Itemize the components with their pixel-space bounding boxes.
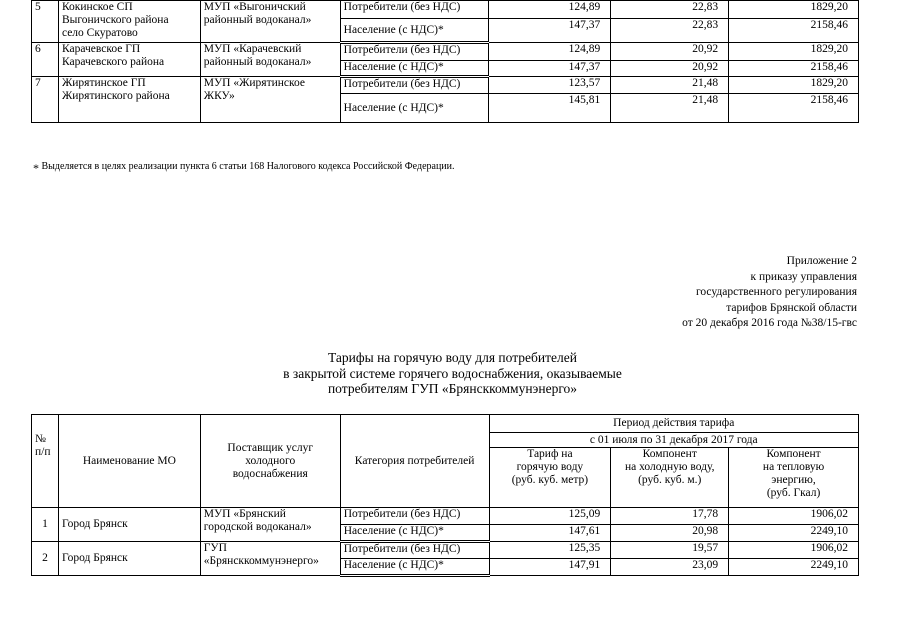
supplier-name: МУП «Выгоничский районный водоканал» <box>200 1 340 43</box>
document-title <box>0 350 905 397</box>
consumer-category: Потребители (без НДС) <box>340 542 489 559</box>
heat-energy-component: 1829,20 <box>729 1 859 19</box>
hot-water-tariff: 147,37 <box>489 61 611 77</box>
supplier-name: ГУП «Брянсккоммунэнерго» <box>200 542 340 576</box>
header-period: Период действия тарифа <box>489 415 859 433</box>
appendix-line: тарифов Брянской области <box>726 301 857 314</box>
title-line: Тарифы на горячую воду для потребителей <box>328 350 577 365</box>
consumer-category: Население (с НДС)* <box>340 61 489 77</box>
heat-energy-component: 1829,20 <box>729 43 859 61</box>
table-row <box>32 43 859 61</box>
consumer-category: Потребители (без НДС) <box>340 1 489 19</box>
heat-energy-component: 2249,10 <box>729 559 859 576</box>
heat-energy-component: 2158,46 <box>729 19 859 43</box>
heat-energy-component: 1829,20 <box>729 77 859 94</box>
hot-water-tariff: 124,89 <box>489 1 611 19</box>
header-supplier: Поставщик услуг холодного водоснабжения <box>200 415 340 508</box>
row-number: 5 <box>32 1 59 43</box>
municipality-name: Город Брянск <box>58 508 200 542</box>
consumer-category: Население (с НДС)* <box>340 525 489 542</box>
consumer-category: Потребители (без НДС) <box>340 77 489 94</box>
heat-energy-component: 1906,02 <box>729 542 859 559</box>
appendix-header <box>682 254 857 332</box>
hot-water-tariff: 125,35 <box>489 542 611 559</box>
cold-water-component: 21,48 <box>611 77 729 94</box>
cold-water-component: 22,83 <box>611 1 729 19</box>
header-heat: Компонент на тепловую энергию, (руб. Гкал) <box>729 448 859 508</box>
row-number: 2 <box>32 542 59 576</box>
hot-water-tariff: 147,37 <box>489 19 611 43</box>
hot-water-tariff: 123,57 <box>489 77 611 94</box>
consumer-category: Потребители (без НДС) <box>340 43 489 61</box>
consumer-category: Население (с НДС)* <box>340 19 489 43</box>
heat-energy-component: 2249,10 <box>729 525 859 542</box>
table-row <box>32 542 859 559</box>
row-number: 7 <box>32 77 59 123</box>
header-dates: с 01 июля по 31 декабря 2017 года <box>489 433 859 448</box>
municipality-name: Город Брянск <box>58 542 200 576</box>
hot-water-tariff: 147,61 <box>489 525 611 542</box>
appendix-line: к приказу управления <box>750 270 857 283</box>
header-row <box>32 415 859 433</box>
appendix-line: государственного регулирования <box>695 286 857 299</box>
supplier-name: МУП «Жирятинское ЖКУ» <box>200 77 340 123</box>
cold-water-component: 20,92 <box>611 43 729 61</box>
table-row <box>32 77 859 94</box>
header-cold: Компонент на холодную воду, (руб. куб. м.) <box>611 448 729 508</box>
cold-water-component: 17,78 <box>611 508 729 525</box>
title-line: в закрытой системе горячего водоснабжения, оказываемые <box>283 365 622 381</box>
heat-energy-component: 2158,46 <box>729 94 859 123</box>
table-row <box>32 508 859 525</box>
footnote <box>33 161 455 176</box>
header-municipality: Наименование МО <box>58 415 200 508</box>
cold-water-component: 21,48 <box>611 94 729 123</box>
appendix-line: от 20 декабря 2016 года №38/15-гвс <box>682 317 857 330</box>
municipality-name: Жирятинское ГП Жирятинского района <box>58 77 200 123</box>
tariff-table <box>31 414 859 577</box>
row-number: 6 <box>32 43 59 77</box>
footnote-marker: * <box>33 161 39 175</box>
hot-water-tariff: 125,09 <box>489 508 611 525</box>
cold-water-component: 20,92 <box>611 61 729 77</box>
hot-water-tariff: 124,89 <box>489 43 611 61</box>
header-number: № п/п <box>32 415 59 508</box>
municipality-name: Кокинское СП Выгоничского района село Скуратово <box>58 1 200 43</box>
supplier-name: МУП «Брянский городской водоканал» <box>200 508 340 542</box>
supplier-name: МУП «Карачевский районный водоканал» <box>200 43 340 77</box>
header-tariff: Тариф на горячую воду (руб. куб. метр) <box>489 448 611 508</box>
consumer-category: Население (с НДС)* <box>340 94 489 123</box>
heat-energy-component: 2158,46 <box>729 61 859 77</box>
appendix-line: Приложение 2 <box>786 255 857 267</box>
heat-energy-component: 1906,02 <box>729 508 859 525</box>
consumer-category: Население (с НДС)* <box>340 559 489 576</box>
table-row <box>32 1 859 19</box>
municipality-name: Карачевское ГП Карачевского района <box>58 43 200 77</box>
cold-water-component: 19,57 <box>611 542 729 559</box>
cold-water-component: 22,83 <box>611 19 729 43</box>
cold-water-component: 20,98 <box>611 525 729 542</box>
hot-water-tariff: 147,91 <box>489 559 611 576</box>
footnote-text: Выделяется в целях реализации пункта 6 статьи 168 Налогового кодекса Российской Федерации. <box>41 161 455 172</box>
tariff-table-continuation <box>31 0 859 123</box>
row-number: 1 <box>32 508 59 542</box>
cold-water-component: 23,09 <box>611 559 729 576</box>
consumer-category: Потребители (без НДС) <box>340 508 489 525</box>
hot-water-tariff: 145,81 <box>489 94 611 123</box>
title-line: потребителям ГУП «Брянсккоммунэнерго» <box>327 381 578 396</box>
header-category: Категория потребителей <box>340 415 489 508</box>
